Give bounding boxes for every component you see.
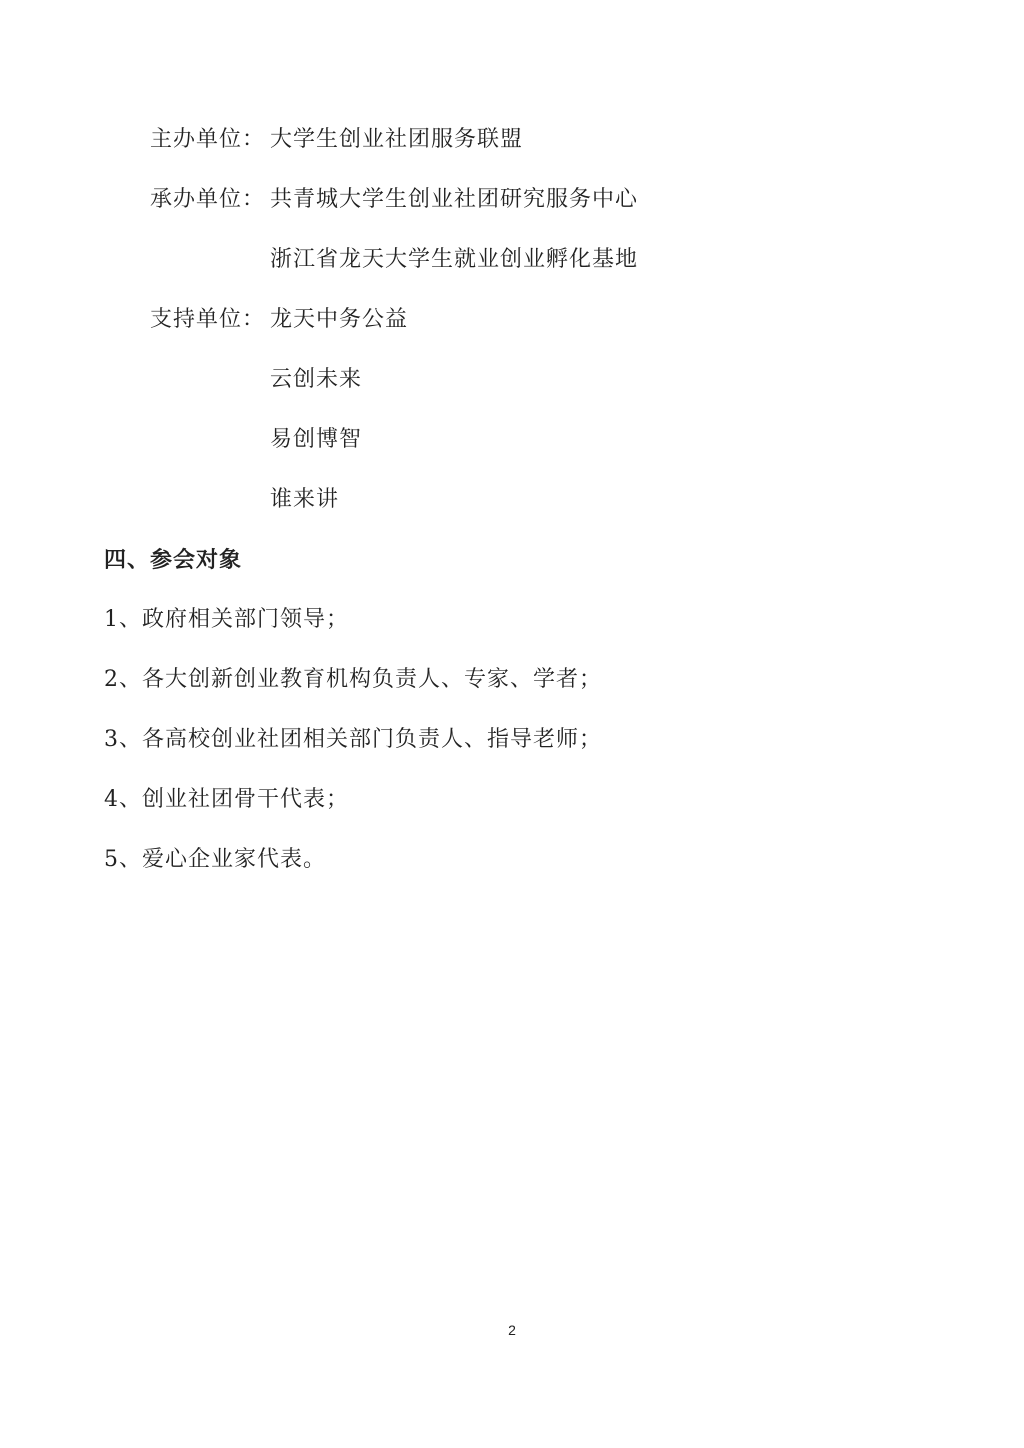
- list-item: 5、爱心企业家代表。: [104, 847, 326, 872]
- supporter-value-3: 易创博智: [270, 427, 363, 452]
- supporter-value-1: 龙天中务公益: [270, 307, 409, 332]
- host-label: 主办单位：: [150, 127, 266, 152]
- page-number: 2: [508, 1322, 516, 1338]
- co-organizer-label: 承办单位：: [150, 187, 266, 212]
- list-item: 4、创业社团骨干代表；: [104, 787, 349, 812]
- section-heading: 四、参会对象: [104, 547, 243, 573]
- co-organizer-value-1: 共青城大学生创业社团研究服务中心: [270, 187, 639, 212]
- list-item: 1、政府相关部门领导；: [104, 607, 349, 632]
- supporter-value-4: 谁来讲: [270, 487, 340, 512]
- list-item: 2、各大创新创业教育机构负责人、专家、学者；: [104, 667, 602, 692]
- co-organizer-value-2: 浙江省龙天大学生就业创业孵化基地: [270, 247, 639, 272]
- list-item: 3、各高校创业社团相关部门负责人、指导老师；: [104, 727, 602, 752]
- supporter-label: 支持单位：: [150, 307, 266, 332]
- supporter-value-2: 云创未来: [270, 367, 363, 392]
- host-value: 大学生创业社团服务联盟: [270, 127, 524, 152]
